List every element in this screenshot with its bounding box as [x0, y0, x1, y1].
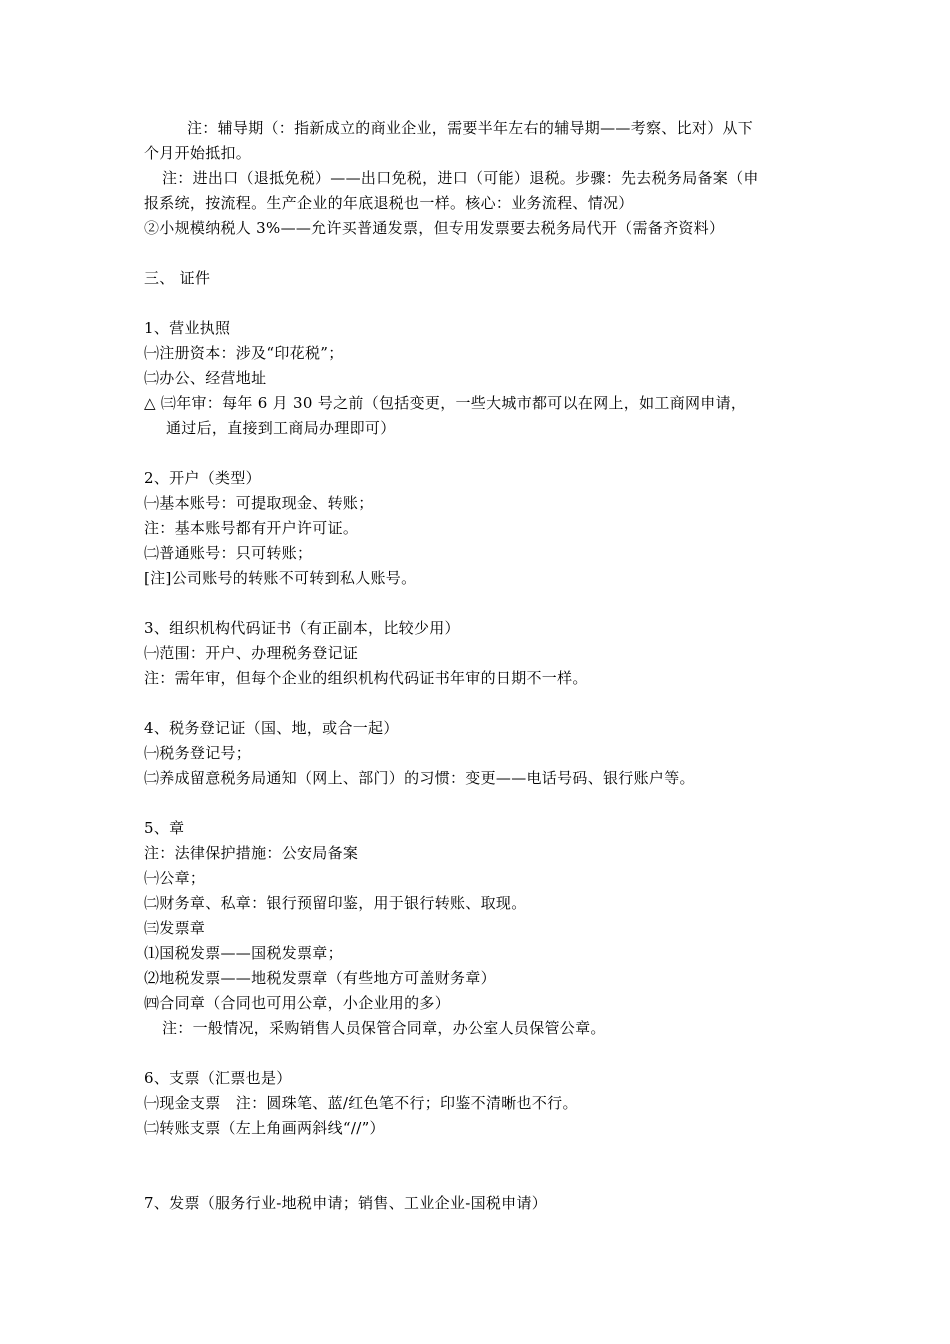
line-finance-seal: ㈡财务章、私章：银行预留印鉴，用于银行转账、取现。	[144, 894, 527, 912]
line-org-code-note: 注：需年审，但每个企业的组织机构代码证书年审的日期不一样。	[144, 669, 588, 687]
line-annual-review-1: △ ㈢年审：每年 6 月 30 号之前（包括变更，一些大城市都可以在网上，如工商网申请，	[144, 394, 747, 412]
line-transfer-cheque: ㈡转账支票（左上角画两斜线“//”）	[144, 1119, 385, 1137]
item-organization-code: 3、组织机构代码证书（有正副本，比较少用）	[144, 619, 460, 637]
line-annual-review-2: 通过后，直接到工商局办理即可）	[166, 419, 396, 437]
line-national-tax-invoice: ⑴国税发票——国税发票章；	[144, 944, 343, 962]
note-import-export-line-1: 注：进出口（退抵免税）——出口免税，进口（可能）退税。步骤：先去税务局备案（申	[162, 169, 759, 187]
item-business-license: 1、营业执照	[144, 319, 231, 337]
line-registered-capital: ㈠注册资本：涉及“印花税”；	[144, 344, 344, 362]
item-invoices: 7、发票（服务行业-地税申请；销售、工业企业-国税申请）	[144, 1194, 548, 1212]
line-tax-notice-habit: ㈡养成留意税务局通知（网上、部门）的习惯：变更——电话号码、银行账户等。	[144, 769, 695, 787]
note-import-export-line-2: 报系统，按流程。生产企业的年底退税也一样。核心：业务流程、情况）	[144, 194, 634, 212]
line-contract-seal: ㈣合同章（合同也可用公章，小企业用的多）	[144, 994, 451, 1012]
note-tutoring-period-line-1: 注：辅导期（：指新成立的商业企业，需要半年左右的辅导期——考察、比对）从下	[187, 119, 754, 137]
line-basic-account: ㈠基本账号：可提取现金、转账；	[144, 494, 374, 512]
small-scale-taxpayer-line: ②小规模纳税人 3%——允许买普通发票，但专用发票要去税务局代开（需备齐资料）	[144, 219, 725, 237]
line-seal-custody-note: 注：一般情况，采购销售人员保管合同章，办公室人员保管公章。	[162, 1019, 606, 1037]
item-seals: 5、章	[144, 819, 185, 837]
item-tax-registration: 4、税务登记证（国、地，或合一起）	[144, 719, 399, 737]
line-invoice-seal: ㈢发票章	[144, 919, 206, 937]
item-account-opening: 2、开户（类型）	[144, 469, 261, 487]
line-local-tax-invoice: ⑵地税发票——地税发票章（有些地方可盖财务章）	[144, 969, 496, 987]
line-basic-account-note: 注：基本账号都有开户许可证。	[144, 519, 359, 537]
item-cheques: 6、支票（汇票也是）	[144, 1069, 292, 1087]
line-cash-cheque: ㈠现金支票 注：圆珠笔、蓝/红色笔不行；印鉴不清晰也不行。	[144, 1094, 578, 1112]
line-tax-number: ㈠税务登记号；	[144, 744, 252, 762]
line-general-account: ㈡普通账号：只可转账；	[144, 544, 313, 562]
line-official-seal: ㈠公章；	[144, 869, 206, 887]
line-transfer-note: [注]公司账号的转账不可转到私人账号。	[144, 569, 417, 587]
note-tutoring-period-line-2: 个月开始抵扣。	[144, 144, 252, 162]
line-org-code-scope: ㈠范围：开户、办理税务登记证	[144, 644, 359, 662]
line-seal-legal-note: 注：法律保护措施：公安局备案	[144, 844, 359, 862]
section-heading-certificates: 三、 证件	[144, 269, 211, 287]
line-office-address: ㈡办公、经营地址	[144, 369, 267, 387]
